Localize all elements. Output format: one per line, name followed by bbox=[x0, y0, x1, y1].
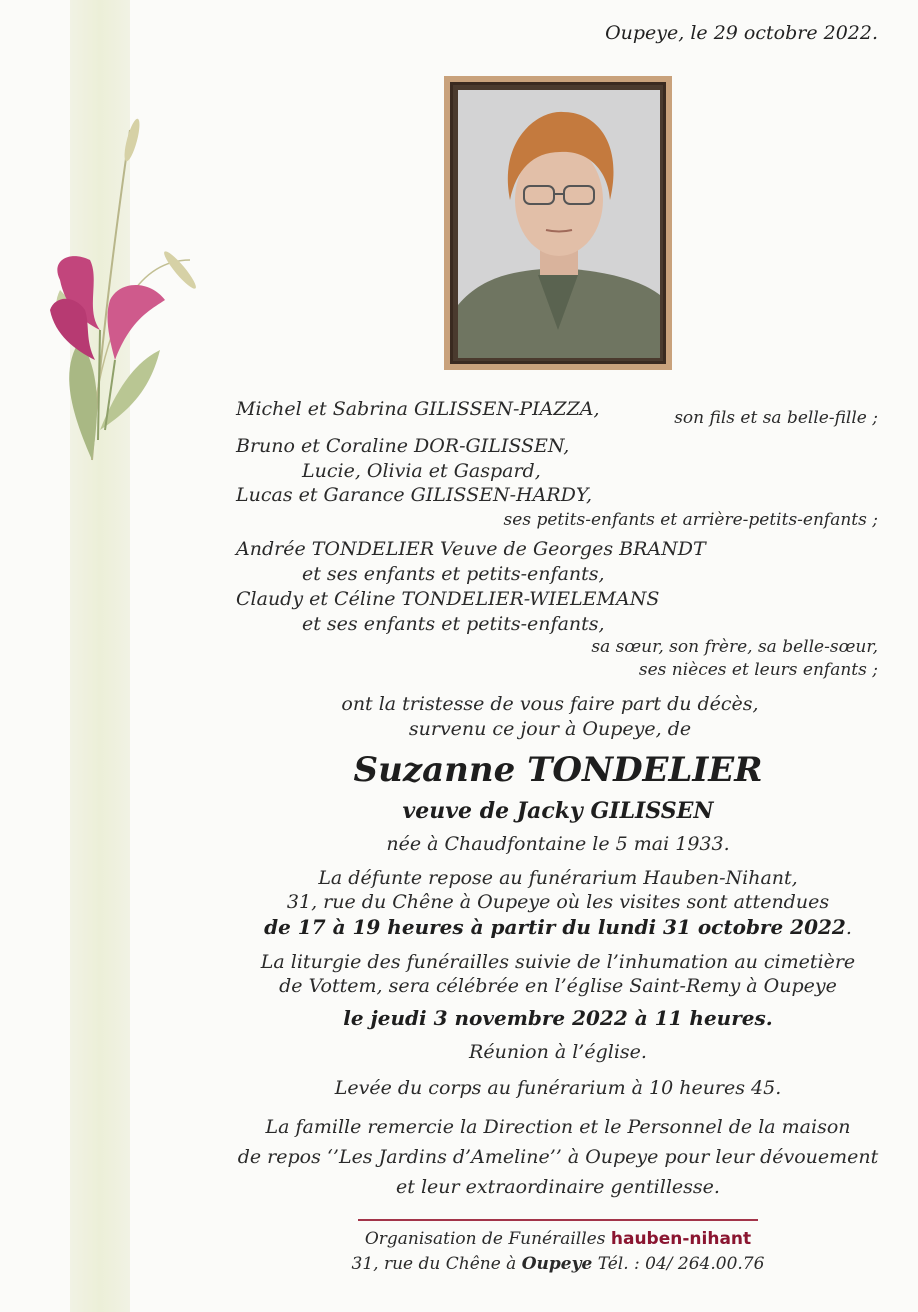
family-line-6: et ses enfants et petits-enfants, bbox=[302, 563, 605, 585]
portrait-frame bbox=[444, 76, 672, 370]
footer-divider bbox=[358, 1219, 758, 1221]
family-line-4: Lucas et Garance GILISSEN-HARDY, bbox=[236, 484, 592, 506]
widow-line: veuve de Jacky GILISSEN bbox=[402, 798, 714, 824]
birth-line: née à Chaudfontaine le 5 mai 1933. bbox=[386, 833, 730, 855]
brand-logo: hauben-nihant bbox=[610, 1229, 752, 1249]
family-line-2: Bruno et Coraline DOR-GILISSEN, bbox=[236, 435, 570, 457]
funeral-line-2: de Vottem, sera célébrée en l’église Saint-Remy à Oupeye bbox=[279, 975, 837, 997]
family-relation-1: son fils et sa belle-fille ; bbox=[674, 408, 878, 428]
footer-address-line bbox=[158, 1254, 918, 1274]
visit-line-3: de 17 à 19 heures à partir du lundi 31 octobre 2022. bbox=[264, 915, 852, 939]
thanks-line-3: et leur extraordinaire gentillesse. bbox=[396, 1176, 720, 1198]
visit-line-2: 31, rue du Chêne à Oupeye où les visites sont attendues bbox=[286, 891, 830, 913]
meeting-line: Réunion à l’église. bbox=[469, 1041, 647, 1063]
footer-org-line bbox=[158, 1229, 918, 1249]
family-line-7: Claudy et Céline TONDELIER-WIELEMANS bbox=[236, 588, 660, 610]
org-label: Organisation de Funérailles bbox=[364, 1229, 606, 1249]
family-relation-2: ses petits-enfants et arrière-petits-enfants ; bbox=[503, 510, 878, 530]
family-line-1: Michel et Sabrina GILISSEN-PIAZZA, bbox=[236, 398, 600, 420]
family-relation-3: sa sœur, son frère, sa belle-sœur, bbox=[591, 637, 878, 657]
calla-lily-illustration bbox=[30, 110, 210, 470]
family-line-3: Lucie, Olivia et Gaspard, bbox=[302, 460, 541, 482]
funeral-line-1: La liturgie des funérailles suivie de l’inhumation au cimetière bbox=[260, 951, 856, 973]
levee-line: Levée du corps au funérarium à 10 heures 45. bbox=[334, 1077, 782, 1099]
phone: Tél. : 04/ 264.00.76 bbox=[597, 1254, 765, 1274]
family-relation-4: ses nièces et leurs enfants ; bbox=[638, 660, 878, 680]
portrait-photo bbox=[450, 82, 666, 364]
date-line: Oupeye, le 29 octobre 2022. bbox=[605, 22, 878, 44]
family-line-8: et ses enfants et petits-enfants, bbox=[302, 613, 605, 635]
address-city: Oupeye bbox=[521, 1254, 593, 1274]
funeral-date: le jeudi 3 novembre 2022 à 11 heures. bbox=[343, 1006, 773, 1030]
announce-line-1: ont la tristesse de vous faire part du décès, bbox=[341, 693, 759, 715]
thanks-line-2: de repos ‘’Les Jardins d’Ameline’’ à Oupeye pour leur dévouement bbox=[237, 1146, 879, 1168]
visit-hours: de 17 à 19 heures à partir du lundi 31 octobre 2022 bbox=[264, 915, 846, 939]
deceased-name: Suzanne TONDELIER bbox=[353, 750, 763, 790]
visit-line-1: La défunte repose au funérarium Hauben-Nihant, bbox=[318, 867, 798, 889]
announce-line-2: survenu ce jour à Oupeye, de bbox=[408, 718, 692, 740]
thanks-line-1: La famille remercie la Direction et le Personnel de la maison bbox=[265, 1116, 851, 1138]
family-line-5: Andrée TONDELIER Veuve de Georges BRANDT bbox=[236, 538, 706, 560]
address-start: 31, rue du Chêne à bbox=[351, 1254, 517, 1274]
